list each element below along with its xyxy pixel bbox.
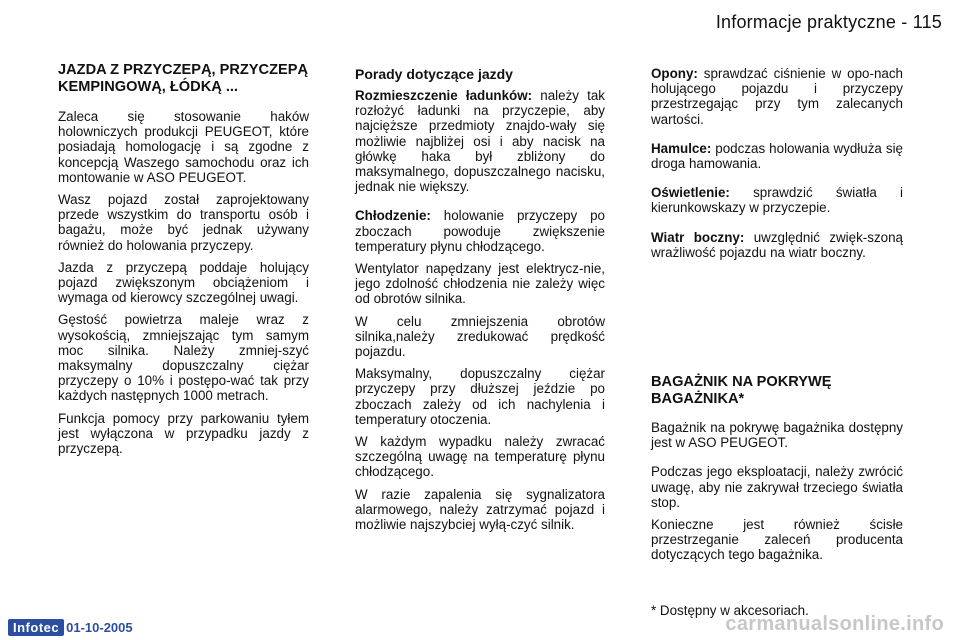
cooling-paragraph (355, 208, 605, 254)
tips-paragraph-5: W razie zapalenia się sygnalizatora alarmowego, należy zatrzymać pojazd i możliwie najszybciej wyłą-czyć silnik. (355, 486, 605, 533)
footer-brand (8, 619, 133, 636)
checks-column (651, 66, 903, 267)
cooling-label: Chłodzenie: (355, 208, 431, 224)
footnote: * Dostępny w akcesoriach. (651, 603, 809, 618)
infotec-logo: Infotec (8, 619, 64, 636)
lighting-label: Oświetlenie: (651, 185, 730, 201)
towing-paragraph-5: Funkcja pomocy przy parkowaniu tyłem jest wyłączona w przypadku jazdy z przyczepą. (58, 410, 309, 457)
roof-rack-paragraph-2: Podczas jego eksploatacji, należy zwrócić uwagę, aby nie zakrywał trzeciego światła stop. (651, 464, 903, 510)
roof-rack-paragraph-1: Bagażnik na pokrywę bagażnika dostępny jest w ASO PEUGEOT. (651, 420, 903, 451)
towing-paragraph-4: Gęstość powietrza maleje wraz z wysokością, zmniejszając tym samym moc silnika. Należy zmniej-szyć maksymalny dopuszczalny ciężar przyczepy o 10% i postępo-wać tak przy każdych następnych 1000 metrach. (58, 312, 309, 404)
watermark: carmanualsonline.info (725, 613, 944, 635)
roof-rack-paragraph-3: Konieczne jest również ścisłe przestrzeganie zaleceń producenta dotyczących tego bagażnika. (651, 517, 903, 563)
towing-column (58, 62, 309, 463)
cooling-text: holowanie przyczepy po zboczach powoduje zwiększenie temperatury płynu chłodzącego. (355, 208, 605, 254)
load-distribution-text: należy tak rozłożyć ładunki na przyczepie, aby najcięższe przedmioty znajdo-wały się możliwie najbliżej osi i aby nacisk na główkę haka był zbliżony do maksymalnego, dopuszczalnego nacisku, jednak nie większy. (355, 88, 605, 195)
roof-rack-heading: BAGAŻNIK NA POKRYWĘ BAGAŻNIKA* (651, 374, 832, 407)
driving-tips-heading: Porady dotyczące jazdy (355, 66, 513, 82)
driving-tips-column (355, 66, 605, 539)
footer-date: 01-10-2005 (66, 620, 133, 635)
towing-heading: JAZDA Z PRZYCZEPĄ, PRZYCZEPĄ KEMPINGOWĄ, ŁÓDKĄ ... (58, 62, 309, 95)
tips-paragraph-4: W każdym wypadku należy zwracać szczególną uwagę na temperaturę płynu chłodzącego. (355, 434, 605, 480)
lighting-paragraph (651, 185, 903, 215)
tyres-paragraph (651, 66, 903, 127)
lighting-text: sprawdzić światła i kierunkowskazy w przyczepie. (651, 185, 903, 216)
page-header-title: Informacje praktyczne - 115 (715, 12, 942, 32)
crosswind-label: Wiatr boczny: (651, 229, 745, 245)
towing-paragraph-3: Jazda z przyczepą poddaje holujący pojazd zwiększonym obciążeniom i wymaga od kierowcy szczególnej uwagi. (58, 259, 309, 306)
tyres-label: Opony: (651, 66, 698, 81)
towing-paragraph-1: Zaleca się stosowanie haków holowniczych produkcji PEUGEOT, które posiadają homologację i są zgodne z koncepcją Waszego samochodu oraz ich montowanie w ASO PEUGEOT. (58, 109, 309, 185)
tips-paragraph-3: Maksymalny, dopuszczalny ciężar przyczepy przy dłuższej jeździe po zboczach zależy od ich nachylenia i temperatury otoczenia. (355, 366, 605, 427)
tyres-text: sprawdzać ciśnienie w opo-nach holującego pojazdu i przyczepy przestrzegając przy tym zalecanych wartości. (651, 66, 903, 127)
tips-paragraph-1: Wentylator napędzany jest elektrycz-nie, jego zdolność chłodzenia nie zależy więc od obrotów silnika. (355, 261, 605, 307)
crosswind-text: uwzględnić zwięk-szoną wrażliwość pojazdu na wiatr boczny. (651, 229, 903, 260)
brakes-label: Hamulce: (651, 140, 712, 156)
load-distribution-paragraph (355, 88, 605, 194)
brakes-text: podczas holowania wydłuża się droga hamowania. (651, 140, 903, 172)
tips-paragraph-2: W celu zmniejszenia obrotów silnika,należy zredukować prędkość pojazdu. (355, 313, 605, 360)
roof-rack-section (651, 374, 903, 570)
towing-paragraph-2: Wasz pojazd został zaprojektowany przede wszystkim do transportu osób i bagażu, może być jednak używany również do holowania przyczepy. (58, 192, 309, 253)
crosswind-paragraph (651, 230, 903, 260)
brakes-paragraph (651, 141, 903, 171)
load-distribution-label: Rozmieszczenie ładunków: (355, 88, 533, 103)
